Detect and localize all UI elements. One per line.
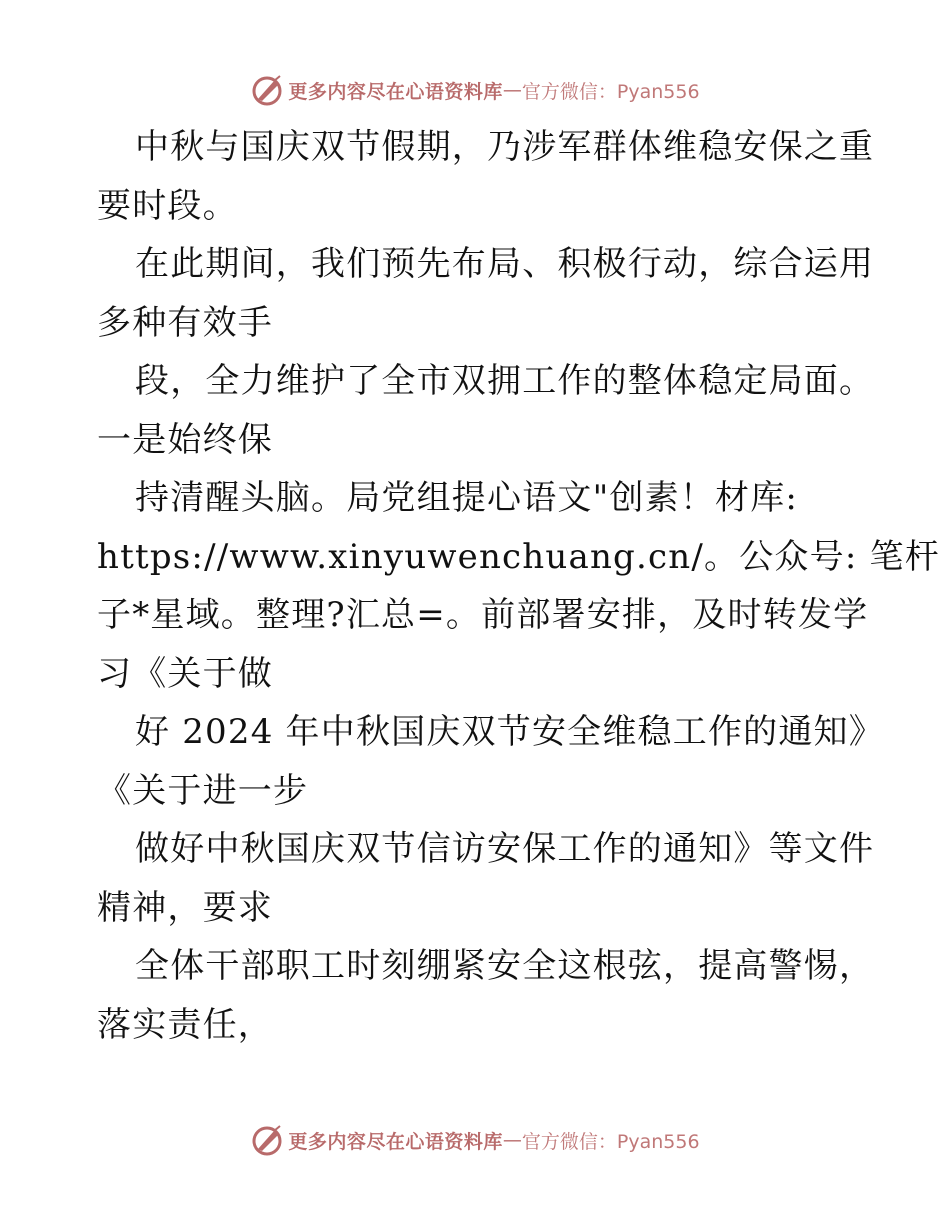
body-line: 持清醒头脑。局党组提心语文"创素！材库: (135, 478, 799, 518)
banner-separator: — (502, 1129, 522, 1151)
body-line: 做好中秋国庆双节信访安保工作的通知》等文件 (135, 829, 875, 869)
body-line: 全体干部职工时刻绷紧安全这根弦，提高警惕， (135, 946, 875, 986)
body-line: 《关于进一步 (97, 770, 309, 811)
banner-main-text: 更多内容尽在心语资料库 (288, 1130, 503, 1153)
document-body (97, 118, 940, 1054)
body-line: 要时段。 (97, 185, 238, 226)
body-line: 精神，要求 (97, 887, 273, 928)
banner-main-text: 更多内容尽在心语资料库 (288, 80, 503, 103)
banner-wechat-text: 官方微信：Pyan556 (521, 80, 700, 103)
quill-pen-logo-icon (250, 1123, 284, 1157)
body-line: https://www.xinyuwenchuang.cn/。公众号: 笔杆 (97, 536, 940, 577)
body-line: 在此期间，我们预先布局、积极行动，综合运用 (135, 244, 875, 284)
body-line: 段，全力维护了全市双拥工作的整体稳定局面。 (135, 361, 875, 401)
body-line: 一是始终保 (97, 419, 273, 460)
banner-separator: — (502, 79, 522, 101)
body-line: 中秋与国庆双节假期，乃涉军群体维稳安保之重 (135, 127, 875, 167)
body-line: 好 2024 年中秋国庆双节安全维稳工作的通知》 (135, 712, 884, 752)
body-line: 子*星域。整理?汇总=。前部署安排，及时转发学 (97, 595, 869, 635)
banner-wechat-text: 官方微信：Pyan556 (521, 1130, 700, 1153)
quill-pen-logo-icon (250, 73, 284, 107)
footer-banner (0, 1120, 950, 1160)
header-banner (0, 70, 950, 110)
body-line: 多种有效手 (97, 302, 273, 343)
body-line: 落实责任， (97, 1004, 273, 1045)
body-line: 习《关于做 (97, 653, 273, 694)
